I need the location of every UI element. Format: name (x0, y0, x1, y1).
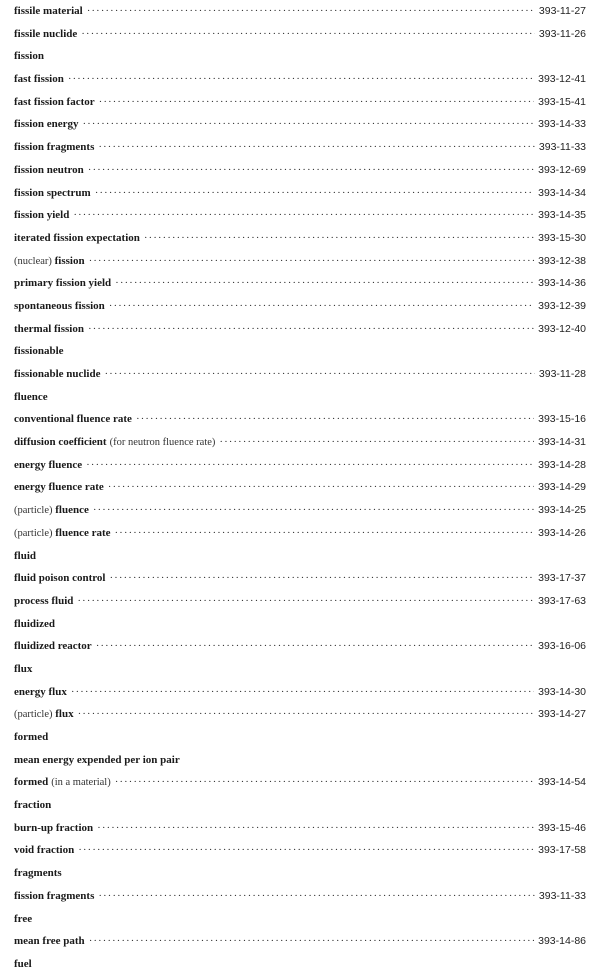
entry-reference-number: 393-12-40 (538, 322, 586, 335)
entry-qualifier: (particle) (14, 505, 53, 517)
index-entry (14, 136, 586, 159)
entry-term: burn-up fraction (14, 821, 94, 834)
dot-leader (115, 522, 535, 545)
entry-term: fast fission factor (14, 95, 95, 108)
entry-reference-number: 393-14-26 (538, 526, 586, 539)
dot-leader (81, 23, 535, 46)
index-entry (14, 363, 586, 386)
entry-term: fuel (14, 957, 32, 970)
index-entry (14, 590, 586, 613)
index-entry (14, 0, 586, 23)
entry-reference-number: 393-15-41 (538, 95, 586, 108)
index-entry (14, 817, 586, 840)
index-heading (14, 908, 586, 931)
entry-term: flux (14, 662, 33, 675)
entry-term: free (14, 912, 33, 925)
index-heading (14, 340, 586, 363)
entry-reference-number: 393-14-34 (538, 186, 586, 199)
entry-reference-number: 393-11-33 (538, 141, 586, 154)
entry-term: fissile nuclide (14, 27, 78, 40)
entry-reference-number: 393-14-29 (538, 481, 586, 494)
index-entry (14, 635, 586, 658)
index-entry (14, 227, 586, 250)
dot-leader (110, 567, 535, 590)
entry-reference-number: 393-14-31 (538, 436, 586, 449)
index-entry (14, 113, 586, 136)
entry-term: spontaneous fission (14, 299, 105, 312)
entry-reference-number: 393-11-28 (538, 368, 586, 380)
dot-leader (71, 681, 534, 704)
entry-term: fluidized (14, 617, 55, 630)
index-entry (14, 454, 586, 477)
index-entry (14, 295, 586, 318)
entry-reference-number: 393-16-06 (538, 640, 586, 653)
dot-leader (78, 839, 534, 862)
index-heading (14, 613, 586, 636)
entry-term: fission neutron (14, 163, 84, 176)
entry-term: diffusion coefficient (14, 436, 107, 449)
entry-term: energy flux (14, 685, 67, 698)
entry-term: fission spectrum (14, 186, 91, 199)
index-entry (14, 839, 586, 862)
entry-reference-number: 393-12-69 (538, 163, 586, 176)
entry-term: energy fluence rate (14, 481, 104, 494)
dot-leader (109, 295, 534, 318)
entry-term-suffix: fluence (52, 504, 89, 517)
entry-term: fluid (14, 549, 37, 562)
entry-reference-number: 393-14-36 (538, 277, 586, 290)
entry-reference-number: 393-17-37 (538, 572, 586, 585)
entry-reference-number: 393-11-26 (538, 27, 586, 40)
index-entry (14, 499, 586, 522)
entry-term-suffix: fission (51, 254, 85, 267)
dot-leader (115, 272, 534, 295)
entry-reference-number: 393-14-35 (538, 209, 586, 222)
dot-leader (78, 703, 535, 726)
entry-reference-number: 393-14-30 (538, 685, 586, 698)
index-entry (14, 23, 586, 46)
dot-leader (73, 204, 534, 227)
entry-reference-number: 393-11-27 (538, 5, 586, 17)
index-entry (14, 204, 586, 227)
index-heading (14, 386, 586, 409)
index-heading (14, 862, 586, 885)
index-entry (14, 885, 586, 908)
entry-reference-number: 393-17-58 (538, 844, 586, 857)
entry-reference-number: 393-15-30 (538, 231, 586, 244)
index-entry (14, 272, 586, 295)
index-heading (14, 658, 586, 681)
entry-term: formed (14, 776, 49, 789)
entry-term: fraction (14, 799, 52, 812)
entry-term: fission fragments (14, 141, 95, 154)
entry-term: process fluid (14, 594, 74, 607)
entry-term: fission yield (14, 209, 70, 222)
entry-term: fissionable nuclide (14, 368, 101, 380)
entry-term: mean energy expended per ion pair (14, 753, 180, 766)
index-entry (14, 408, 586, 431)
entry-reference-number: 393-14-54 (538, 776, 586, 789)
index-entry (14, 681, 586, 704)
dot-leader (87, 0, 535, 23)
entry-term: fission (14, 50, 44, 63)
entry-term: fission fragments (14, 889, 95, 902)
entry-term: fast fission (14, 73, 64, 86)
entry-qualifier: (nuclear) (14, 255, 52, 267)
dot-leader (89, 250, 535, 273)
index-entry (14, 771, 586, 794)
dot-leader (98, 885, 535, 908)
entry-reference-number: 393-15-16 (538, 413, 586, 426)
index-entry (14, 476, 586, 499)
entry-term: fluidized reactor (14, 640, 92, 653)
dot-leader (97, 817, 534, 840)
entry-qualifier: (in a material) (51, 777, 111, 789)
dot-leader (68, 68, 534, 91)
entry-term: primary fission yield (14, 277, 112, 290)
entry-reference-number: 393-14-25 (538, 504, 586, 517)
dot-leader (93, 499, 534, 522)
entry-reference-number: 393-11-33 (538, 889, 586, 902)
entry-qualifier: (particle) (14, 709, 53, 721)
entry-reference-number: 393-12-39 (538, 299, 586, 312)
entry-term: fluence (14, 390, 48, 403)
entry-term-suffix: fluence rate (52, 526, 111, 539)
entry-reference-number: 393-17-63 (538, 594, 586, 607)
index-entry (14, 159, 586, 182)
index-heading (14, 953, 586, 976)
dot-leader (96, 635, 534, 658)
index-entry (14, 91, 586, 114)
dot-leader (108, 476, 534, 499)
dot-leader (219, 431, 534, 454)
dot-leader (86, 454, 534, 477)
entry-term: thermal fission (14, 322, 84, 335)
index-heading (14, 545, 586, 568)
entry-qualifier: (for neutron fluence rate) (109, 437, 216, 449)
entry-reference-number: 393-15-46 (538, 821, 586, 834)
entry-reference-number: 393-12-38 (538, 254, 586, 267)
entry-reference-number: 393-14-27 (538, 708, 586, 721)
index-entry (14, 68, 586, 91)
entry-term: fissionable (14, 345, 64, 358)
index-entry (14, 250, 586, 273)
dot-leader (77, 590, 534, 613)
entry-term: fissile material (14, 5, 83, 17)
dot-leader (115, 771, 534, 794)
entry-term: fission energy (14, 118, 79, 131)
index-entry (14, 930, 586, 953)
entry-reference-number: 393-14-33 (538, 118, 586, 131)
entry-term: fluid poison control (14, 572, 106, 585)
entry-term: iterated fission expectation (14, 231, 140, 244)
index-entry (14, 431, 586, 454)
entry-term: mean free path (14, 935, 85, 948)
dot-leader (95, 182, 534, 205)
dot-leader (88, 318, 534, 341)
entry-reference-number: 393-14-86 (538, 935, 586, 948)
index-heading (14, 45, 586, 68)
dot-leader (105, 363, 535, 386)
entry-reference-number: 393-12-41 (538, 73, 586, 86)
index-entry (14, 567, 586, 590)
entry-reference-number: 393-14-28 (538, 458, 586, 471)
index-entry (14, 522, 586, 545)
entry-qualifier: (particle) (14, 527, 53, 539)
dot-leader (136, 408, 534, 431)
index-entry (14, 182, 586, 205)
dot-leader (99, 91, 534, 114)
index-page (14, 0, 586, 976)
entry-term-suffix: flux (52, 708, 74, 721)
index-heading (14, 726, 586, 749)
index-entry (14, 318, 586, 341)
index-entry (14, 703, 586, 726)
dot-leader (89, 930, 534, 953)
index-heading (14, 749, 586, 772)
dot-leader (82, 113, 534, 136)
dot-leader (98, 136, 535, 159)
entry-term: conventional fluence rate (14, 413, 132, 426)
entry-term: fragments (14, 867, 62, 880)
entry-term: energy fluence (14, 458, 83, 471)
dot-leader (144, 227, 534, 250)
entry-term: formed (14, 731, 49, 743)
dot-leader (88, 159, 534, 182)
index-heading (14, 794, 586, 817)
entry-term: void fraction (14, 844, 75, 857)
